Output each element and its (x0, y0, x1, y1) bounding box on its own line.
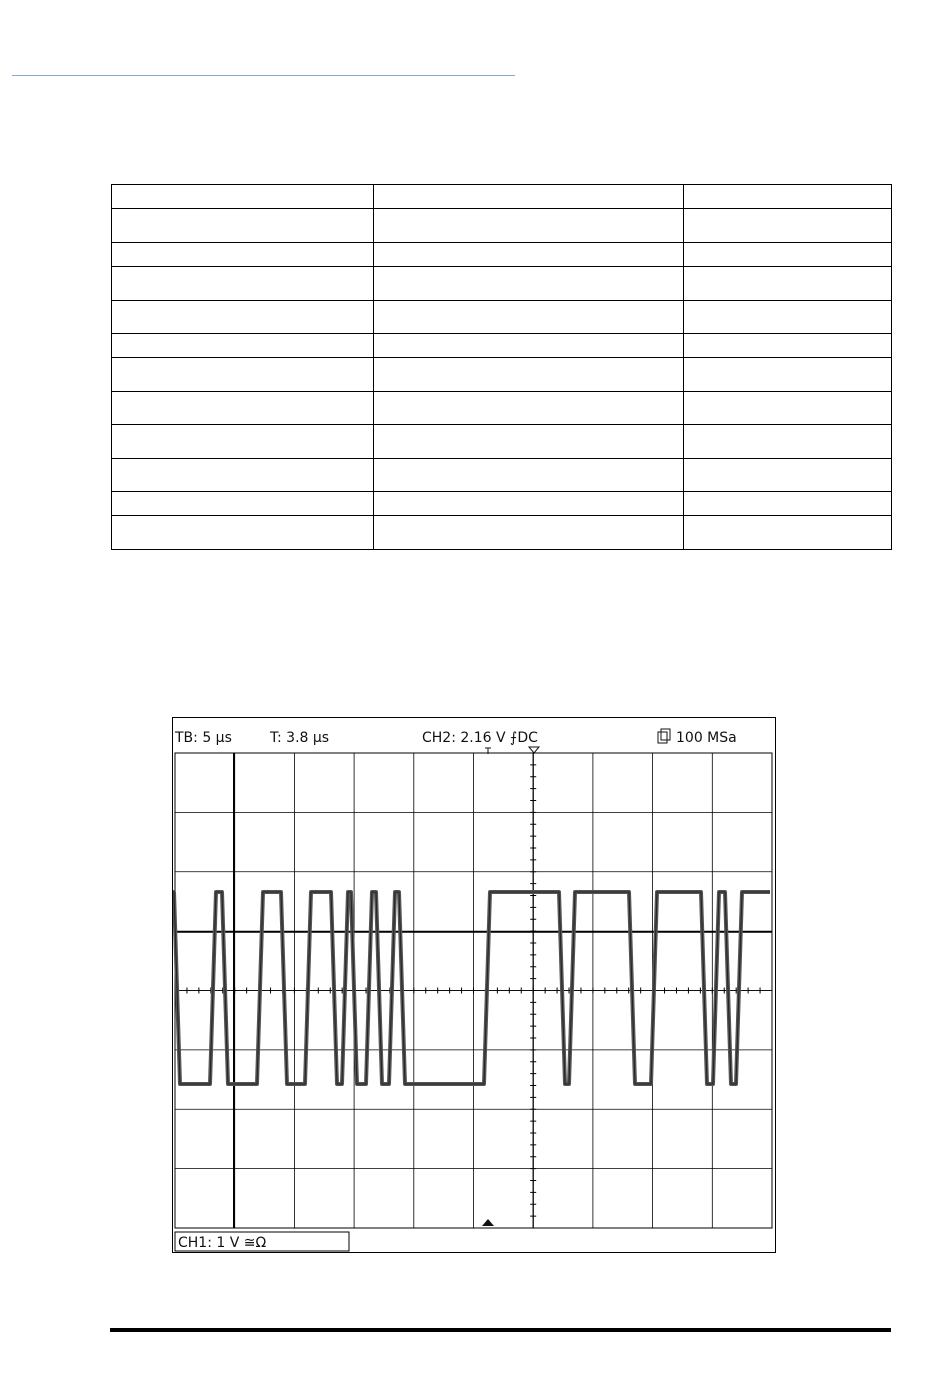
oscilloscope-screenshot (172, 717, 776, 1253)
table-cell (684, 492, 892, 516)
trigger-point-icon (529, 747, 539, 753)
trigger-level-icon (482, 1219, 494, 1226)
table-cell (112, 358, 374, 392)
table-cell (374, 267, 684, 301)
table-cell (684, 209, 892, 243)
table-cell (684, 185, 892, 209)
table-row (112, 459, 892, 492)
table-cell (684, 301, 892, 334)
memory-icon (658, 729, 670, 743)
table-row (112, 358, 892, 392)
table-row (112, 301, 892, 334)
table-cell (112, 516, 374, 550)
table-cell (684, 516, 892, 550)
table-cell (112, 185, 374, 209)
table-cell (112, 267, 374, 301)
table-row (112, 334, 892, 358)
table-cell (374, 516, 684, 550)
table-cell (374, 301, 684, 334)
table-cell (684, 267, 892, 301)
scope-display (173, 718, 775, 1252)
table-cell (374, 185, 684, 209)
data-table (111, 184, 892, 550)
table-cell (112, 209, 374, 243)
table-cell (684, 459, 892, 492)
table-cell (374, 209, 684, 243)
table-row (112, 392, 892, 425)
table-row (112, 243, 892, 267)
footer-rule (110, 1328, 891, 1332)
trigger-time-label: T: 3.8 µs (270, 730, 330, 746)
table-row (112, 492, 892, 516)
table-row (112, 185, 892, 209)
table-cell (112, 425, 374, 459)
table-cell (684, 334, 892, 358)
timebase-label: TB: 5 µs (175, 730, 232, 746)
table-cell (374, 358, 684, 392)
table-cell (684, 243, 892, 267)
ch1-label: CH1: 1 V ≅Ω (178, 1235, 267, 1251)
table-cell (374, 334, 684, 358)
table-cell (684, 358, 892, 392)
table-row (112, 209, 892, 243)
table-cell (374, 492, 684, 516)
trigger-channel-label: CH2: 2.16 V ⨍DC (422, 730, 538, 746)
sample-rate-label: 100 MSa (676, 730, 737, 746)
table-cell (112, 334, 374, 358)
table-cell (684, 425, 892, 459)
header-rule (12, 75, 515, 76)
table-cell (112, 301, 374, 334)
table-row (112, 516, 892, 550)
table-cell (374, 459, 684, 492)
table-row (112, 425, 892, 459)
table-cell (374, 243, 684, 267)
table-cell (112, 392, 374, 425)
table-cell (112, 243, 374, 267)
table-cell (112, 459, 374, 492)
table-cell (374, 392, 684, 425)
table-cell (112, 492, 374, 516)
ch2-waveform (174, 892, 770, 1084)
table-row (112, 267, 892, 301)
table-cell (684, 392, 892, 425)
waveform-trace (174, 892, 770, 1084)
table-cell (374, 425, 684, 459)
